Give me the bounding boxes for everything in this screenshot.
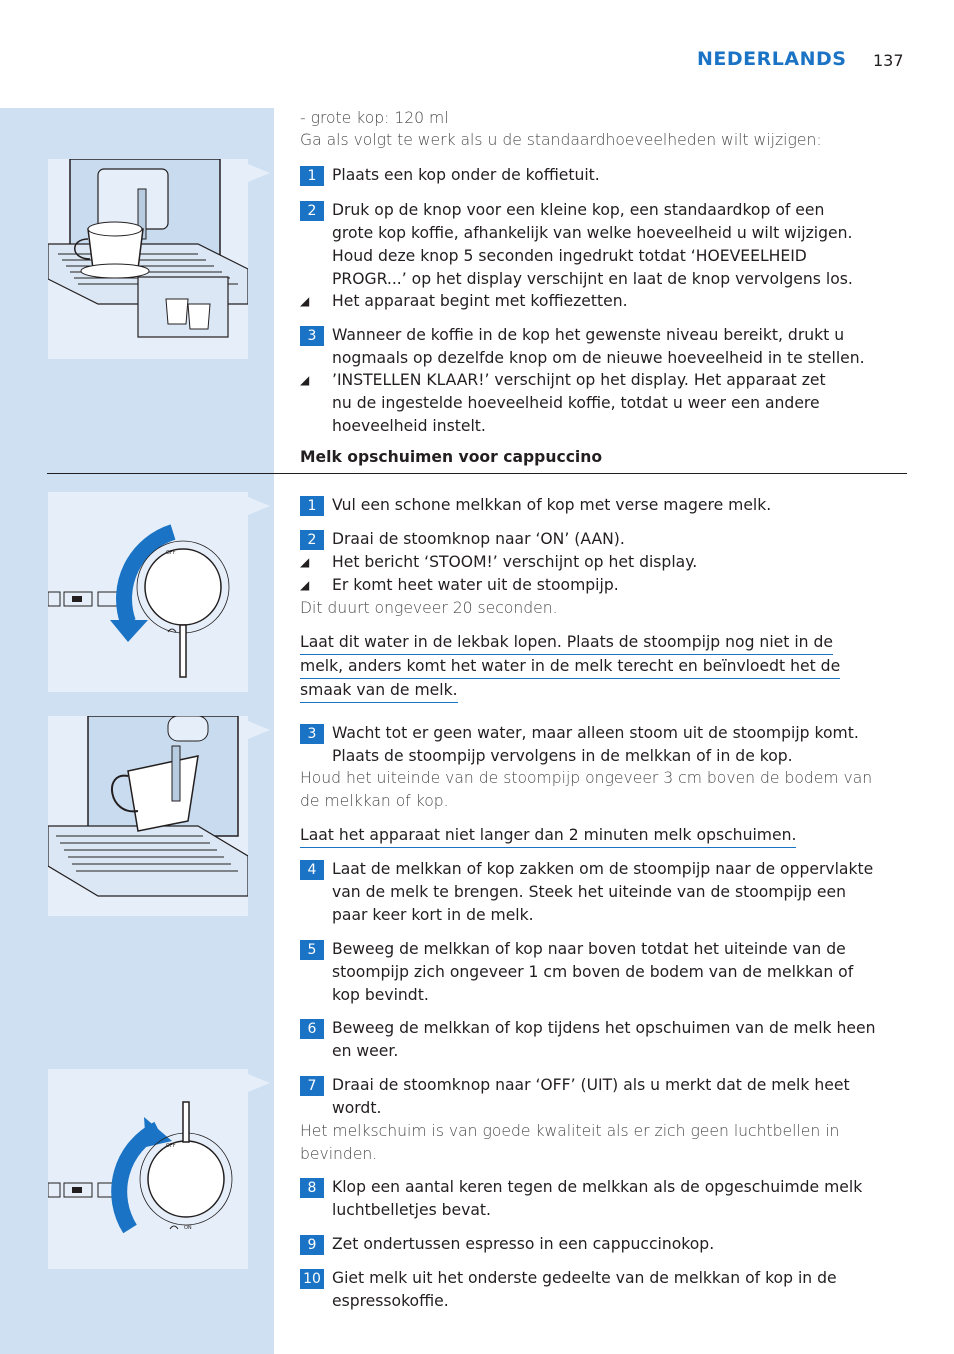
note-hold <box>300 767 872 813</box>
step-line: Draai de stoomknop naar ‘OFF’ (UIT) als u merkt dat de melk heet <box>332 1076 850 1094</box>
step-number: 1 <box>300 496 324 516</box>
step-text <box>332 1017 912 1063</box>
warning-line: melk, anders komt het water in de melk terecht en beïnvloedt het de <box>300 655 840 679</box>
step-text <box>332 1176 912 1222</box>
step-text <box>332 1267 912 1313</box>
steam-dial-off-drawing <box>48 1069 248 1269</box>
step-number: 5 <box>300 940 324 960</box>
warning-line: Laat het apparaat niet langer dan 2 minuten melk opschuimen. <box>300 824 796 848</box>
step-number: 2 <box>300 201 324 221</box>
dial-off-label: OFF <box>166 1143 176 1149</box>
step-number: 9 <box>300 1235 324 1255</box>
language-heading: NEDERLANDS <box>697 48 847 70</box>
warning-water <box>300 631 840 703</box>
step-line: luchtbelletjes bevat. <box>332 1201 492 1219</box>
pointer-arrow <box>248 1074 270 1092</box>
step-number: 4 <box>300 860 324 880</box>
step-text <box>332 199 912 291</box>
step-number: 3 <box>300 326 324 346</box>
section-divider <box>47 473 907 474</box>
step-text <box>332 1074 912 1120</box>
step-number: 3 <box>300 724 324 744</box>
step-number: 7 <box>300 1076 324 1096</box>
note-line: Het melkschuim is van goede kwaliteit als er zich geen luchtbellen in <box>300 1122 840 1140</box>
step-number: 1 <box>300 166 324 186</box>
dial-off-label: OFF <box>166 550 176 556</box>
bullet-text: Het bericht ‘STOOM!’ verschijnt op het display. <box>332 553 698 571</box>
pointer-arrow <box>248 497 270 515</box>
pointer-arrow <box>248 164 270 182</box>
note-duration: Dit duurt ongeveer 20 seconden. <box>300 599 558 617</box>
step-text: Plaats een kop onder de koffietuit. <box>332 166 600 184</box>
bullet-text <box>332 369 912 438</box>
step-line: Laat de melkkan of kop zakken om de stoompijp naar de oppervlakte <box>332 860 874 878</box>
page-number: 137 <box>873 51 904 70</box>
bullet-line: nu de ingestelde hoeveelheid koffie, totdat u weer een andere <box>332 394 820 412</box>
bullet-line: hoeveelheid instelt. <box>332 417 486 435</box>
step-text <box>332 858 912 927</box>
bullet-icon: ◢ <box>300 373 310 387</box>
step-line: PROGR...’ op het display verschijnt en laat de knop vervolgens los. <box>332 270 853 288</box>
step-number: 10 <box>300 1269 324 1289</box>
step-line: paar keer kort in de melk. <box>332 906 534 924</box>
note-line: de melkkan of kop. <box>300 792 449 810</box>
bullet-icon: ◢ <box>300 555 310 569</box>
bullet-line: ’INSTELLEN KLAAR!’ verschijnt op het display. Het apparaat zet <box>332 371 826 389</box>
illustration-steam-dial-on <box>48 492 248 692</box>
note-line: bevinden. <box>300 1145 378 1163</box>
step-line: Wacht tot er geen water, maar alleen stoom uit de stoompijp komt. <box>332 724 859 742</box>
bullet-icon: ◢ <box>300 294 310 308</box>
illustration-jug-under-steam-wand <box>48 716 248 916</box>
bullet-text: Het apparaat begint met koffiezetten. <box>332 292 628 310</box>
step-line: Houd deze knop 5 seconden ingedrukt totdat ‘HOEVEELHEID <box>332 247 807 265</box>
step-line: van de melk te brengen. Steek het uiteinde van de stoompijp een <box>332 883 846 901</box>
warning-line: smaak van de melk. <box>300 679 458 703</box>
steam-dial-on-drawing <box>48 492 248 692</box>
step-line: wordt. <box>332 1099 382 1117</box>
illustration-cup-under-spout <box>48 159 248 359</box>
step-line: Druk op de knop voor een kleine kop, een standaardkop of een <box>332 201 825 219</box>
step-line: Wanneer de koffie in de kop het gewenste niveau bereikt, drukt u <box>332 326 845 344</box>
step-number: 2 <box>300 530 324 550</box>
step-line: kop bevindt. <box>332 986 429 1004</box>
illustration-steam-dial-off <box>48 1069 248 1269</box>
intro-line: Ga als volgt te werk als u de standaardhoeveelheden wilt wijzigen: <box>300 131 822 149</box>
step-line: grote kop koffie, afhankelijk van welke hoeveelheid u wilt wijzigen. <box>332 224 853 242</box>
note-quality <box>300 1120 839 1166</box>
warning-time <box>300 824 796 848</box>
step-line: espressokoffie. <box>332 1292 449 1310</box>
step-text: Vul een schone melkkan of kop met verse magere melk. <box>332 496 772 514</box>
pointer-arrow <box>248 721 270 739</box>
milk-jug-drawing <box>48 716 248 916</box>
step-text <box>332 722 912 768</box>
step-text <box>332 938 912 1007</box>
step-line: Beweeg de melkkan of kop tijdens het opschuimen van de melk heen <box>332 1019 876 1037</box>
step-line: stoompijp zich ongeveer 1 cm boven de bodem van de melkkan of <box>332 963 854 981</box>
step-line: Giet melk uit het onderste gedeelte van de melkkan of kop in de <box>332 1269 837 1287</box>
step-line: Beweeg de melkkan of kop naar boven totdat het uiteinde van de <box>332 940 846 958</box>
step-line: Plaats de stoompijp vervolgens in de melkkan of in de kop. <box>332 747 793 765</box>
coffee-machine-cup-drawing <box>48 159 248 359</box>
dial-on-label: ON <box>184 1225 192 1231</box>
step-line: Klop een aantal keren tegen de melkkan als de opgeschuimde melk <box>332 1178 863 1196</box>
intro-dash-line: - grote kop: 120 ml <box>300 109 449 127</box>
step-line: en weer. <box>332 1042 399 1060</box>
bullet-icon: ◢ <box>300 578 310 592</box>
step-number: 6 <box>300 1019 324 1039</box>
step-number: 8 <box>300 1178 324 1198</box>
step-line: nogmaals op dezelfde knop om de nieuwe hoeveelheid in te stellen. <box>332 349 865 367</box>
bullet-text: Er komt heet water uit de stoompijp. <box>332 576 619 594</box>
note-line: Houd het uiteinde van de stoompijp ongeveer 3 cm boven de bodem van <box>300 769 873 787</box>
section-title: Melk opschuimen voor cappuccino <box>300 448 603 466</box>
step-text <box>332 324 912 370</box>
step-text: Draai de stoomknop naar ‘ON’ (AAN). <box>332 530 625 548</box>
step-text: Zet ondertussen espresso in een cappuccinokop. <box>332 1235 715 1253</box>
warning-line: Laat dit water in de lekbak lopen. Plaats de stoompijp nog niet in de <box>300 631 833 655</box>
